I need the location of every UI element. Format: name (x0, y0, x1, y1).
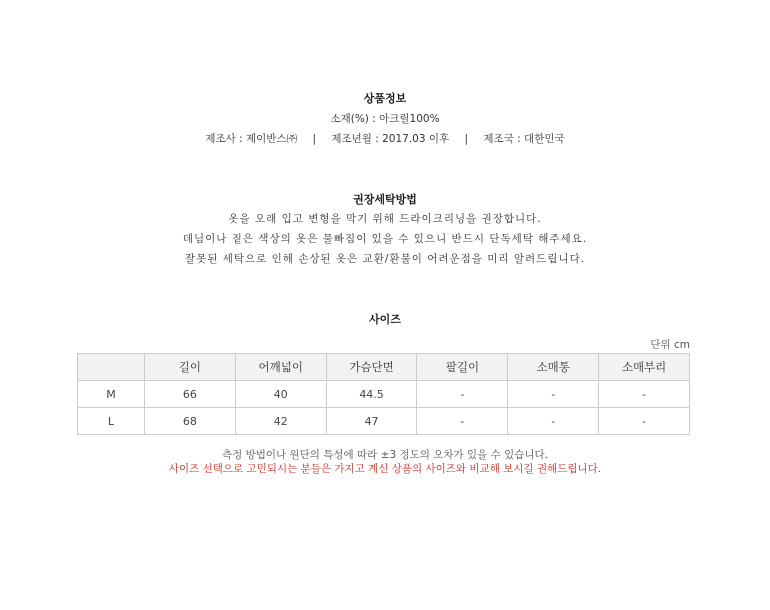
size-table (77, 353, 690, 435)
washing-line-2: 데님이나 짙은 색상의 옷은 물빠짐이 있을 수 있으니 반드시 단독세탁 해주세요. (182, 233, 588, 245)
separator: | (464, 133, 469, 145)
table-cell: 66 (145, 381, 236, 408)
size-label-cell: M (78, 381, 145, 408)
made-date-text: 제조년월 : 2017.03 이후 (331, 133, 450, 145)
header-cell: 소매통 (508, 354, 599, 381)
table-cell: 44.5 (326, 381, 417, 408)
table-cell: - (508, 381, 599, 408)
header-cell: 소매부리 (599, 354, 690, 381)
washing-line-3: 잘못된 세탁으로 인해 손상된 옷은 교환/환불이 어려운점을 미리 알려드립니다. (184, 253, 586, 265)
measure-note: 측정 방법이나 원단의 특성에 따라 ±3 정도의 오차가 있을 수 있습니다. (221, 449, 549, 461)
manufacturer-text: 제조사 : 제이반스㈜ (205, 133, 298, 145)
header-cell: 길이 (145, 354, 236, 381)
country-text: 제조국 : 대한민국 (483, 133, 565, 145)
product-info-title: 상품정보 (363, 92, 407, 105)
header-cell: 팔길이 (417, 354, 508, 381)
washing-title: 권장세탁방법 (353, 193, 417, 206)
table-cell: - (417, 381, 508, 408)
product-info-line (0, 131, 770, 146)
header-cell: 어깨넓이 (235, 354, 326, 381)
table-cell: 42 (235, 408, 326, 435)
table-cell: 40 (235, 381, 326, 408)
table-cell: 68 (145, 408, 236, 435)
compare-note: 사이즈 선택으로 고민되시는 분들은 가지고 계신 상품의 사이즈와 비교해 보시길 권해드립니다. (168, 463, 602, 475)
table-cell: - (599, 408, 690, 435)
washing-line-1: 옷을 오래 입고 변형을 막기 위해 드라이크리닝을 권장합니다. (228, 213, 542, 225)
material-text: 소재(%) : 아크릴100% (330, 113, 440, 125)
table-cell: - (417, 408, 508, 435)
table-row (78, 408, 690, 435)
size-title: 사이즈 (369, 313, 401, 326)
header-cell: 가슴단면 (326, 354, 417, 381)
table-cell: - (599, 381, 690, 408)
size-label-cell: L (78, 408, 145, 435)
size-unit: 단위 cm (650, 339, 690, 351)
table-cell: - (508, 408, 599, 435)
table-row (78, 381, 690, 408)
separator: | (312, 133, 316, 145)
table-cell: 47 (326, 408, 417, 435)
size-table-header (78, 354, 690, 381)
header-cell (78, 354, 145, 381)
